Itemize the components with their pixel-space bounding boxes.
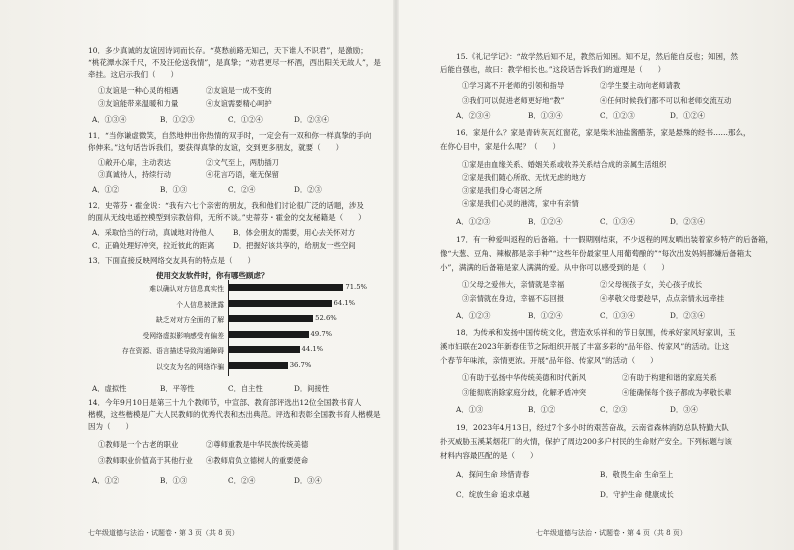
q19-choice-c: C．绽放生命 追求卓越 bbox=[456, 490, 530, 499]
q13-choice-b: B．平等性 bbox=[160, 384, 195, 393]
page-4 bbox=[400, 0, 780, 550]
q10-choice-a: A．①③④ bbox=[92, 115, 127, 124]
survey-bar-label: 存在资源、语言描述导致沟通障碍 bbox=[122, 347, 224, 355]
page-footer-left: 七年级道德与法治・试题卷・第 3 页（共 8 页） bbox=[88, 529, 239, 537]
q11-line-1: 11．“当你谦虚微笑，自然地伸出你热情的双手时，一定会有一双和你一样真挚的手向 bbox=[88, 131, 372, 140]
q11-choice-b: B．①③ bbox=[160, 185, 188, 194]
survey-bar-label: 受网络虚拟影响感受有偏差 bbox=[142, 331, 224, 340]
q13-line-1: 13．下面直接反映网络交友具有的特点是（ ） bbox=[88, 256, 256, 265]
q14-stmt-2: ②尊师重教是中华民族传统美德 bbox=[206, 440, 309, 449]
q11-stmt-2: ②文气至上，两肋插刀 bbox=[206, 158, 279, 167]
q11-stmt-1: ①敞开心扉，主动表达 bbox=[98, 158, 171, 167]
page-fold bbox=[393, 0, 399, 550]
q10-stmt-4: ④友谊需要精心呵护 bbox=[206, 99, 272, 108]
survey-bar bbox=[229, 331, 309, 338]
q14-choice-d: D．③④ bbox=[294, 476, 322, 485]
q16-choice-a: A．①②③ bbox=[456, 217, 491, 226]
q10-choice-d: D．②③④ bbox=[294, 115, 330, 124]
q10-stmt-3: ③友谊能带来温暖和力量 bbox=[98, 99, 179, 108]
q17-choice-b: B．①②④ bbox=[528, 311, 563, 320]
q10-choice-c: C．①②④ bbox=[228, 115, 263, 124]
q18-stmt-4: ④能确保每个孩子都成为孝敬长辈 bbox=[622, 388, 732, 397]
q15-stmt-1: ①学习离不开老师的引领和指导 bbox=[462, 81, 565, 90]
survey-chart-title: 使用交友软件时，你有哪些顾虑？ bbox=[156, 271, 269, 280]
q15-choice-c: C．①②③ bbox=[600, 111, 635, 120]
page-footer-right: 七年级道德与法治・试题卷・第 4 页（共 8 页） bbox=[536, 529, 687, 537]
q14-line-3: 因为（ ） bbox=[88, 422, 133, 431]
q17-line-2: 像“大葱、豆角、辣椒都是亲手种”“这些年份最家里人用葡萄酿的”“每次出发妈妈都嫌后备箱太 bbox=[440, 249, 752, 258]
q10-line-1: 10．多少真诚的友谊因诗词而长存。“莫愁前路无知己，天下谁人不识君”，是激励； bbox=[88, 46, 368, 55]
q11-stmt-4: ④花言巧语，毫无保留 bbox=[206, 170, 279, 179]
q19-choice-d: D．守护生命 健康成长 bbox=[600, 490, 674, 499]
survey-bar-value: 44.1% bbox=[301, 345, 324, 353]
q17-line-1: 17．有一种爱叫返程的后备箱。十一假期刚结束，不少返程的网友晒出装着家乡特产的后备箱， bbox=[456, 235, 774, 244]
q13-choice-a: A．虚拟性 bbox=[92, 384, 127, 393]
q10-stmt-1: ①友谊是一种心灵的相遇 bbox=[98, 86, 179, 95]
q16-stmt-4: ④家是我们心灵的港湾，家中有亲情 bbox=[462, 199, 579, 208]
q14-choice-a: A．①② bbox=[92, 476, 120, 485]
survey-bar-value: 64.1% bbox=[333, 298, 356, 307]
q16-line-1: 16．家是什么？家是青砖灰瓦红窗花，家是柴米油盐酱醋茶，家是悬殊的经书……那么， bbox=[456, 128, 751, 137]
q19-choice-a: A．探问生命 珍惜青春 bbox=[456, 470, 530, 479]
q15-choice-d: D．①②④ bbox=[670, 111, 706, 120]
survey-bar bbox=[229, 300, 332, 307]
q16-stmt-3: ③家是我们身心寄居之所 bbox=[462, 186, 543, 195]
q18-stmt-3: ③能彻底消除家庭分歧，化解矛盾冲突 bbox=[462, 388, 587, 397]
q18-line-1: 18．为传承和发扬中国传统文化，营造欢乐祥和的节日氛围，传承好家风好家训，玉 bbox=[456, 328, 736, 337]
q14-stmt-3: ③教师职业价值高于其他行业 bbox=[98, 456, 193, 465]
page-3 bbox=[0, 0, 380, 550]
q17-choice-d: D．②③④ bbox=[670, 311, 706, 320]
survey-bar bbox=[229, 346, 300, 353]
survey-bar bbox=[229, 315, 313, 322]
q17-stmt-1: ①父母之爱伟大，亲情就是幸福 bbox=[462, 280, 565, 289]
q17-choice-a: A．①②③ bbox=[456, 311, 491, 320]
q14-choice-c: C．②④ bbox=[228, 476, 256, 485]
survey-bar-label: 个人信息被泄露 bbox=[176, 300, 224, 309]
q15-line-1: 15.《礼记学记》：“故学然后知不足，教然后知困。知不足，然后能自反也；知困，然 bbox=[456, 52, 739, 61]
survey-bar-value: 71.5% bbox=[345, 283, 367, 291]
q19-line-1: 19．2023年4月13日，经过7个多小时的艰苦奋战，云南省森林消防总队特勤大队 bbox=[456, 423, 729, 432]
q16-stmt-2: ②家是我们随心所欲、无忧无虑的地方 bbox=[462, 173, 587, 182]
q14-stmt-1: ①教师是一个古老的职业 bbox=[98, 440, 179, 449]
q11-stmt-3: ③真诚待人，持续行动 bbox=[98, 170, 171, 179]
q15-stmt-2: ②学生要主动向老师请教 bbox=[600, 81, 681, 90]
q14-stmt-4: ④教师肩负立德树人的重要使命 bbox=[206, 456, 309, 465]
q19-line-3: 材料内容最匹配的是（ ） bbox=[440, 451, 538, 460]
survey-bar-label: 以交友为名的网络诈骗 bbox=[156, 362, 224, 371]
q14-line-1: 14．今年9月10日是第三十九个教师节，中宣部、教育部评选出12位全国教书育人 bbox=[88, 398, 362, 407]
q11-choice-a: A．①② bbox=[92, 185, 120, 194]
q18-choice-b: B．①② bbox=[528, 405, 556, 414]
q18-choice-a: A．①③ bbox=[456, 405, 484, 414]
q10-choice-b: B．①②③ bbox=[160, 115, 195, 124]
q12-line-1: 12．史蒂芬・霍金说：“我有六七个亲密的朋友，我和他们讨论很广泛的话题，涉及 bbox=[88, 201, 364, 210]
q13-choice-d: D．间接性 bbox=[294, 384, 330, 393]
q12-choice-a: A．采取恰当的行动，真诚地对待他人 bbox=[92, 228, 215, 237]
survey-bar bbox=[229, 284, 343, 291]
q18-choice-c: C．②③ bbox=[600, 405, 628, 414]
survey-bar-value: 52.6% bbox=[315, 314, 337, 322]
q12-choice-c: C．正确处理好冲突，拉近彼此的距离 bbox=[92, 241, 215, 250]
q12-choice-d: D．把握好该共享的，给朋友一些空间 bbox=[233, 241, 356, 250]
q16-choice-b: B．①②④ bbox=[528, 217, 563, 226]
q15-stmt-3: ③我们可以促进老师更好地“教” bbox=[462, 96, 565, 105]
q16-line-2: 在你心目中，家是什么呢？（ ） bbox=[440, 142, 560, 151]
q11-choice-d: D．②③ bbox=[294, 185, 322, 194]
q18-choice-d: D．③④ bbox=[670, 405, 698, 414]
q18-line-2: 溪市妇联在2023年新春佳节之际组织开展了丰富多彩的“品年俗、传家风”的活动。让这 bbox=[440, 342, 730, 351]
q19-line-2: 扑灭威胁玉溪某烟花厂的火情，保护了周边200多户村民的生命财产安全。下列标题与该 bbox=[440, 437, 732, 446]
q15-choice-b: B．①③④ bbox=[528, 111, 563, 120]
q19-choice-b: B．敬畏生命 生命至上 bbox=[600, 470, 674, 479]
q18-line-3: 个春节年味浓，亲情更浓。开展“品年俗、传家风”的活动（ ） bbox=[440, 356, 658, 365]
survey-bar-label: 难以确认对方信息真实性 bbox=[149, 285, 224, 293]
survey-bar bbox=[229, 362, 288, 369]
q15-line-2: 后能自强也，故曰：教学相长也。”这段话告诉我们的道理是（ ） bbox=[440, 65, 666, 74]
q16-choice-d: D．②③④ bbox=[670, 217, 706, 226]
q18-stmt-2: ②有助于构建和谐的家庭关系 bbox=[622, 373, 717, 382]
survey-bar-label: 缺乏对对方全面的了解 bbox=[156, 316, 224, 324]
q17-stmt-4: ④孝敬父母要趁早，点点亲情永远牵挂 bbox=[600, 294, 725, 303]
q13-choice-c: C．自主性 bbox=[228, 384, 263, 393]
q10-line-3: 牵挂。这启示我们（ ） bbox=[88, 70, 178, 79]
q15-choice-a: A．②③④ bbox=[456, 111, 491, 120]
q17-line-3: 小”，满满的后备箱是家人满满的爱。从中你可以感受到的是（ ） bbox=[440, 263, 669, 272]
q15-stmt-4: ④任何时候我们都不可以和老师交流互动 bbox=[600, 96, 732, 105]
q18-stmt-1: ①有助于弘扬中华传统美德和时代新风 bbox=[462, 373, 587, 382]
q11-line-2: 你伸来。”这句话告诉我们，要获得真挚的友谊，交到更多朋友，就要（ ） bbox=[88, 143, 344, 152]
survey-bar-value: 49.7% bbox=[310, 329, 333, 338]
q12-line-2: 的面从无线电遥控模型到宗教信仰，无所不谈。”史蒂芬・霍金的交友秘籍是（ ） bbox=[88, 213, 366, 222]
survey-bar-value: 36.7% bbox=[289, 360, 312, 369]
q17-choice-c: C．①③④ bbox=[600, 311, 635, 320]
q10-stmt-2: ②友谊是一成不变的 bbox=[206, 86, 272, 95]
q10-line-2: “桃花潭水深千尺，不及汪伦送我情”，是真挚；“劝君更尽一杯酒，西出阳关无故人”，是 bbox=[88, 58, 381, 67]
q16-choice-c: C．①③④ bbox=[600, 217, 635, 226]
q11-choice-c: C．②④ bbox=[228, 185, 256, 194]
q16-stmt-1: ①家是由血缘关系、婚姻关系或收养关系结合成的亲属生活组织 bbox=[462, 160, 667, 169]
q14-choice-b: B．①③ bbox=[160, 476, 188, 485]
q17-stmt-2: ②父母视孩子女，关心孩子成长 bbox=[600, 280, 703, 289]
q17-stmt-3: ③亲情就在身边，幸福不忘回报 bbox=[462, 294, 565, 303]
q14-line-2: 楷模，这些楷模是广大人民教师的优秀代表和杰出典范。评选和表彰全国教书育人楷模是 bbox=[88, 410, 381, 419]
q12-choice-b: B．体会朋友的需要，用心去关怀对方 bbox=[233, 228, 356, 237]
